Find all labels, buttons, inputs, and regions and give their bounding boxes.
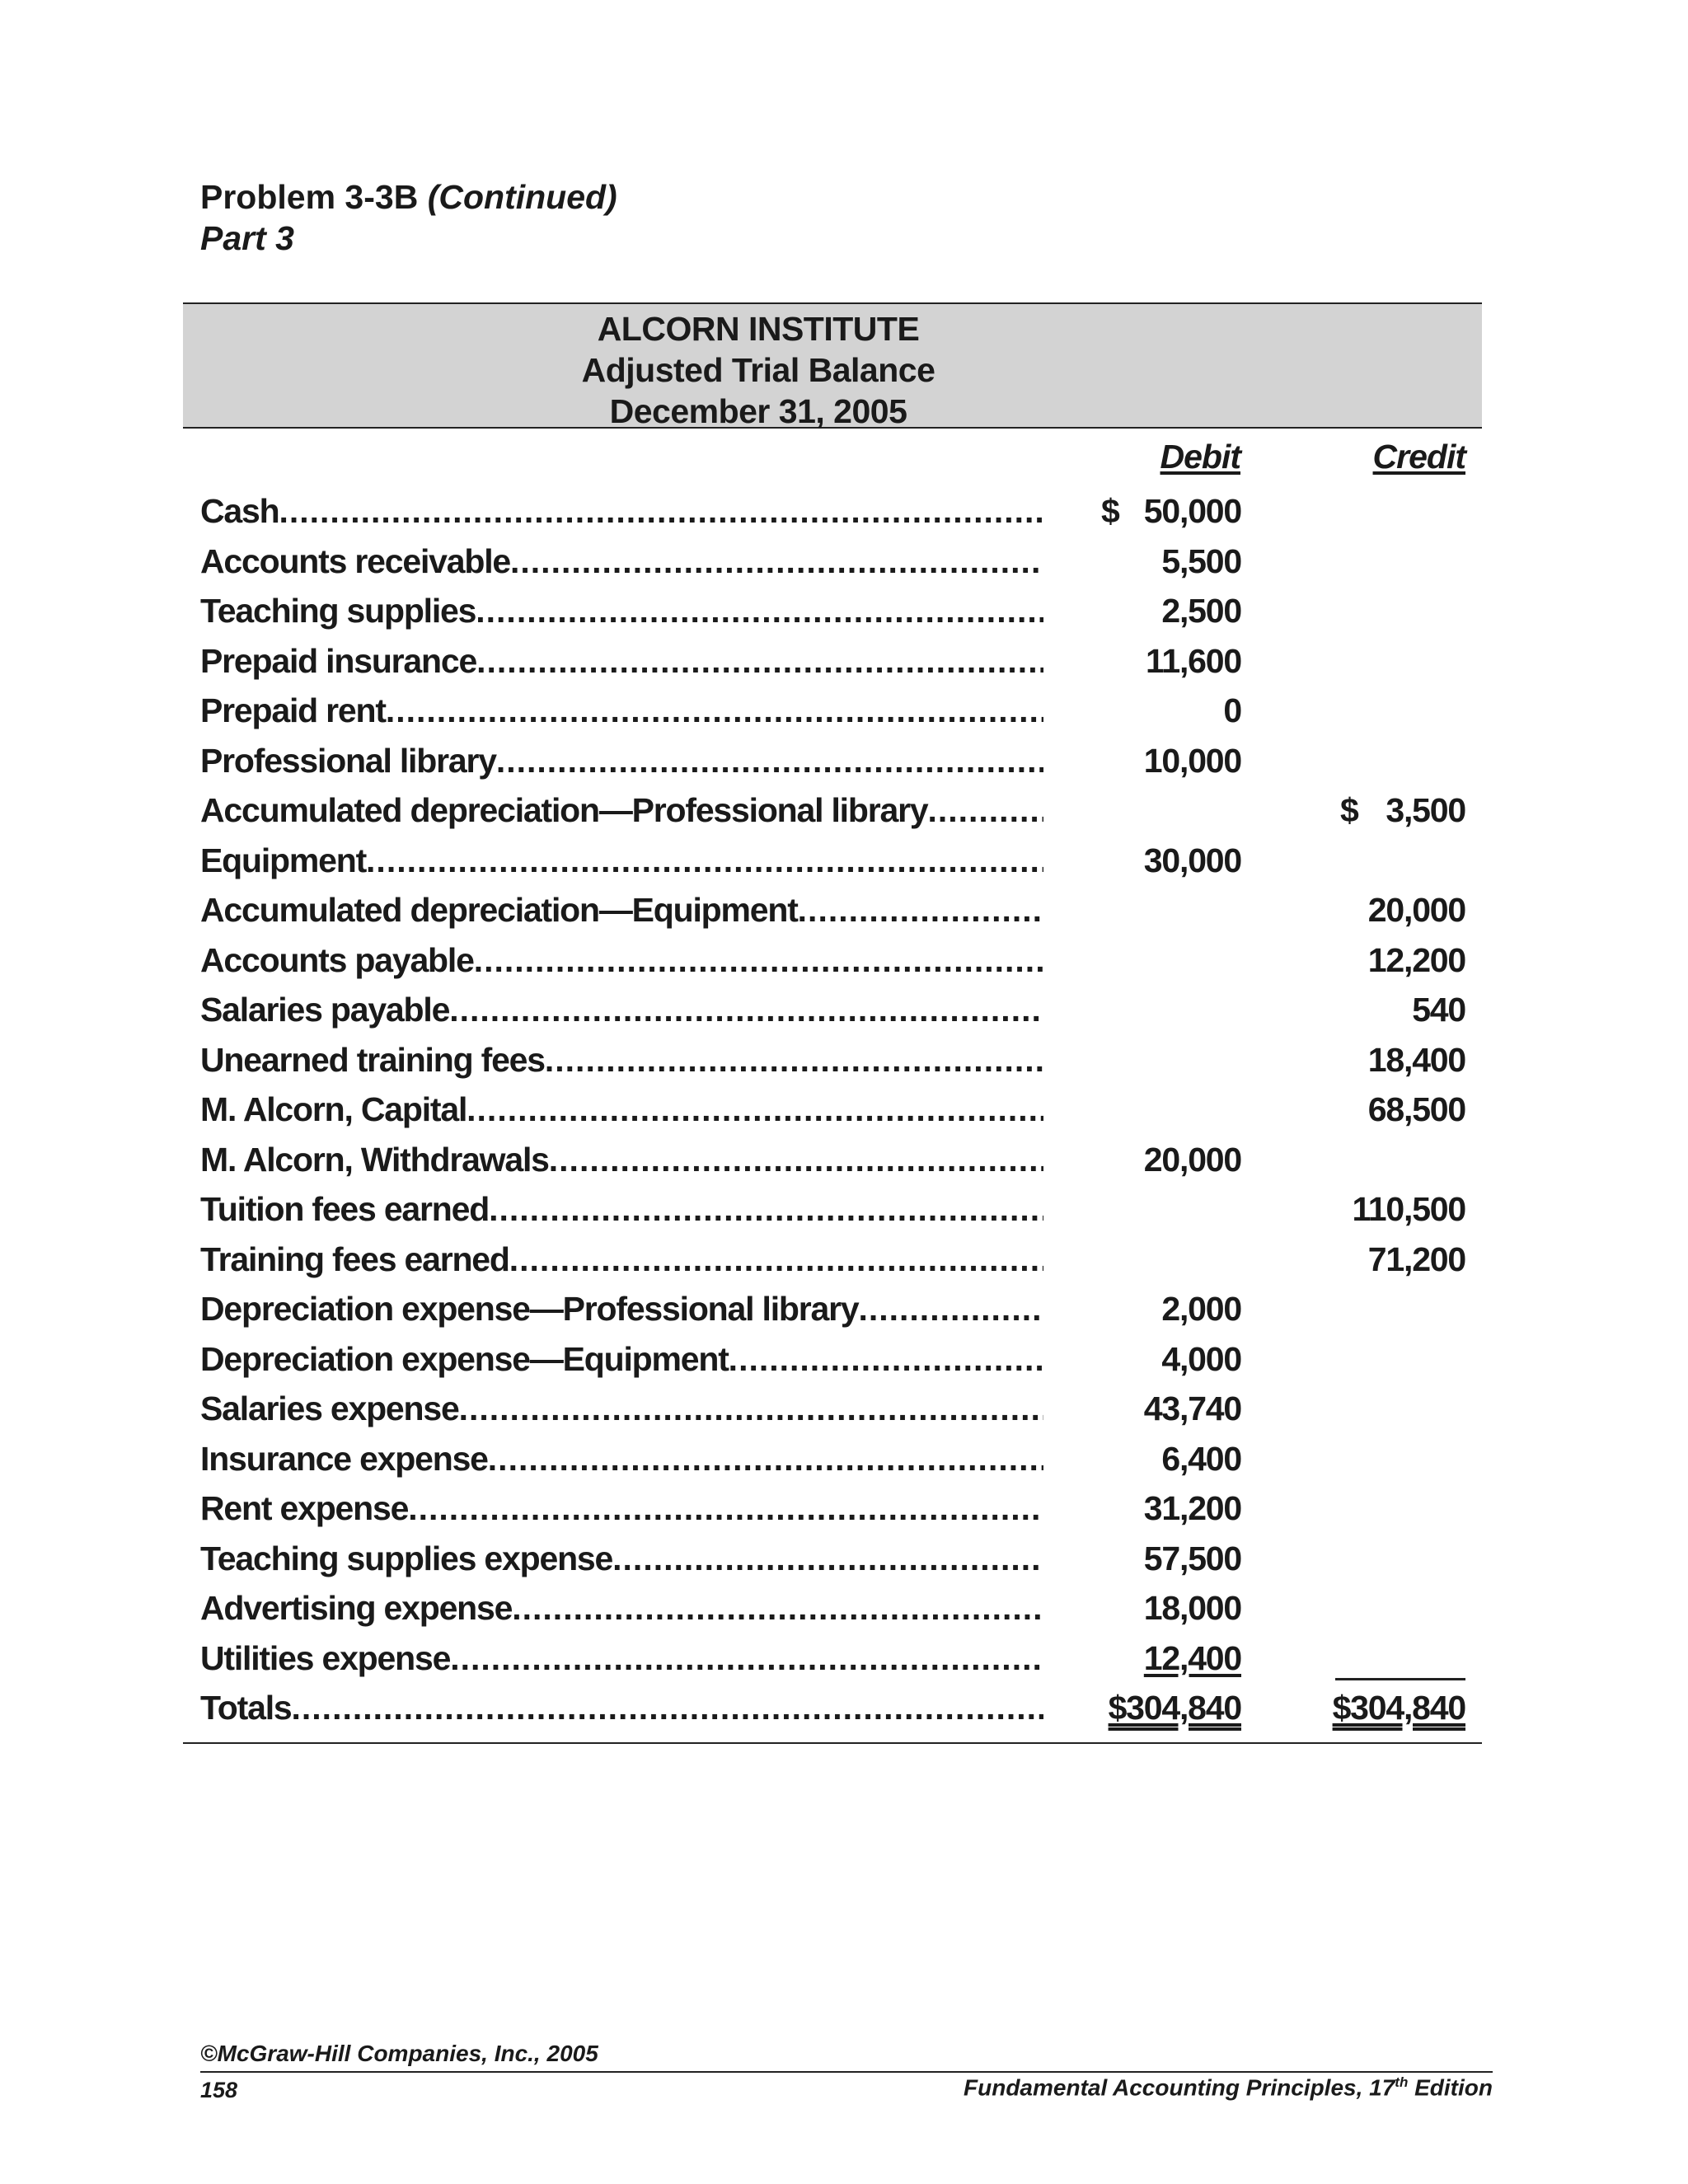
account-name: Insurance expense ..... [200, 1434, 1043, 1483]
company-name: ALCORN INSTITUTE [597, 310, 920, 348]
statement-date: December 31, 2005 [609, 392, 907, 430]
table-row [200, 1334, 1465, 1385]
debit-amount: 30,000 [1143, 841, 1241, 879]
table-row [200, 836, 1465, 886]
currency-symbol: $ [1340, 791, 1358, 829]
account-name: Accumulated depreciation—Professional library ..... [200, 785, 1043, 835]
table-row [200, 1633, 1465, 1684]
table-row [200, 486, 1465, 537]
table-row [200, 1035, 1465, 1085]
table-row [200, 1284, 1465, 1334]
table-row [200, 1534, 1465, 1584]
account-name: Tuition fees earned ..... [200, 1184, 1043, 1234]
table-row [200, 885, 1465, 935]
page-number: 158 [200, 2078, 238, 2102]
total-debit: $304,840 [1108, 1689, 1241, 1727]
credit-value: 3,500 [1386, 791, 1465, 829]
totals-label: Totals ..... [200, 1683, 1043, 1732]
account-name: Utilities expense ..... [200, 1633, 1043, 1683]
table-row [200, 1483, 1465, 1534]
account-name: Depreciation expense—Professional library ..... [200, 1284, 1043, 1333]
debit-amount: 20,000 [1143, 1140, 1241, 1179]
account-name: Training fees earned ..... [200, 1235, 1043, 1284]
table-row [200, 1135, 1465, 1185]
debit-amount [1101, 1633, 1241, 1683]
debit-amount: 2,500 [1161, 592, 1241, 630]
table-row [200, 636, 1465, 687]
account-name: M. Alcorn, Withdrawals ..... [200, 1135, 1043, 1184]
statement-header [183, 302, 1482, 429]
debit-amount: 11,600 [1146, 641, 1241, 680]
account-name: Equipment ..... [200, 836, 1043, 885]
credit-amount: 12,200 [1367, 940, 1465, 979]
table-row [200, 1235, 1465, 1285]
table-bottom-rule [183, 1742, 1482, 1744]
account-name: Cash ..... [200, 486, 1043, 536]
credit-amount: 71,200 [1367, 1240, 1465, 1278]
credit-amount: 110,500 [1352, 1190, 1465, 1228]
table-row [200, 935, 1465, 986]
credit-amount: 20,000 [1367, 891, 1465, 929]
continued-label: (Continued) [427, 178, 617, 216]
account-name: M. Alcorn, Capital ..... [200, 1085, 1043, 1134]
account-name: Salaries payable ..... [200, 985, 1043, 1034]
debit-amount: 5,500 [1161, 541, 1241, 580]
table-row [200, 537, 1465, 587]
debit-column-header: Debit [1160, 438, 1240, 476]
part-label: Part 3 [200, 219, 294, 257]
credit-column-header: Credit [1372, 438, 1465, 476]
edition-word: Edition [1408, 2074, 1493, 2101]
credit-amount: 68,500 [1367, 1090, 1465, 1128]
table-row [200, 1384, 1465, 1434]
table-row [200, 686, 1465, 736]
account-name: Teaching supplies expense ..... [200, 1534, 1043, 1583]
currency-symbol: $ [1101, 492, 1119, 530]
account-name: Accumulated depreciation—Equipment ..... [200, 885, 1043, 935]
totals-row [200, 1683, 1465, 1733]
copyright-notice: ©McGraw-Hill Companies, Inc., 2005 [200, 2041, 598, 2066]
account-name: Rent expense ..... [200, 1483, 1043, 1533]
table-row [200, 785, 1465, 836]
credit-amount [1340, 785, 1465, 835]
debit-amount: 43,740 [1143, 1390, 1241, 1427]
table-row [200, 1583, 1465, 1633]
table-row [200, 985, 1465, 1035]
debit-amount: 18,000 [1143, 1589, 1241, 1627]
trial-balance-rows [200, 486, 1465, 1733]
credit-amount: 18,400 [1367, 1040, 1465, 1079]
problem-title: Problem 3-3B [200, 178, 419, 216]
account-name: Unearned training fees ..... [200, 1035, 1043, 1085]
credit-subtotal-rule [1335, 1678, 1465, 1680]
account-name: Salaries expense ..... [200, 1384, 1043, 1433]
debit-value: 12,400 [1143, 1638, 1241, 1677]
table-row [200, 1184, 1465, 1235]
edition-superscript: th [1395, 2074, 1409, 2090]
table-row [200, 586, 1465, 636]
table-row [200, 736, 1465, 786]
debit-amount: 10,000 [1143, 741, 1241, 780]
account-name: Advertising expense ..... [200, 1583, 1043, 1633]
debit-amount: 2,000 [1161, 1290, 1241, 1328]
account-name: Depreciation expense—Equipment ..... [200, 1334, 1043, 1384]
book-title-text: Fundamental Accounting Principles, 17 [964, 2074, 1395, 2101]
debit-amount: 6,400 [1161, 1439, 1241, 1478]
debit-amount: 31,200 [1143, 1489, 1241, 1527]
table-row [200, 1085, 1465, 1135]
account-name: Accounts payable ..... [200, 935, 1043, 985]
credit-amount: 540 [1412, 991, 1465, 1029]
book-title [964, 2074, 1493, 2101]
debit-amount: 4,000 [1161, 1339, 1241, 1378]
debit-amount: 57,500 [1143, 1539, 1241, 1577]
table-row [200, 1434, 1465, 1484]
account-name: Prepaid insurance ..... [200, 636, 1043, 686]
account-name: Teaching supplies ..... [200, 586, 1043, 635]
account-name: Accounts receivable ..... [200, 537, 1043, 586]
account-name: Prepaid rent ..... [200, 686, 1043, 735]
problem-heading [200, 176, 617, 259]
total-credit: $304,840 [1332, 1689, 1465, 1727]
debit-amount: 0 [1223, 691, 1241, 729]
footer-rule [200, 2071, 1493, 2073]
account-name: Professional library ..... [200, 736, 1043, 785]
debit-amount [1101, 486, 1241, 536]
debit-value: 50,000 [1143, 492, 1241, 530]
statement-title: Adjusted Trial Balance [581, 351, 935, 389]
